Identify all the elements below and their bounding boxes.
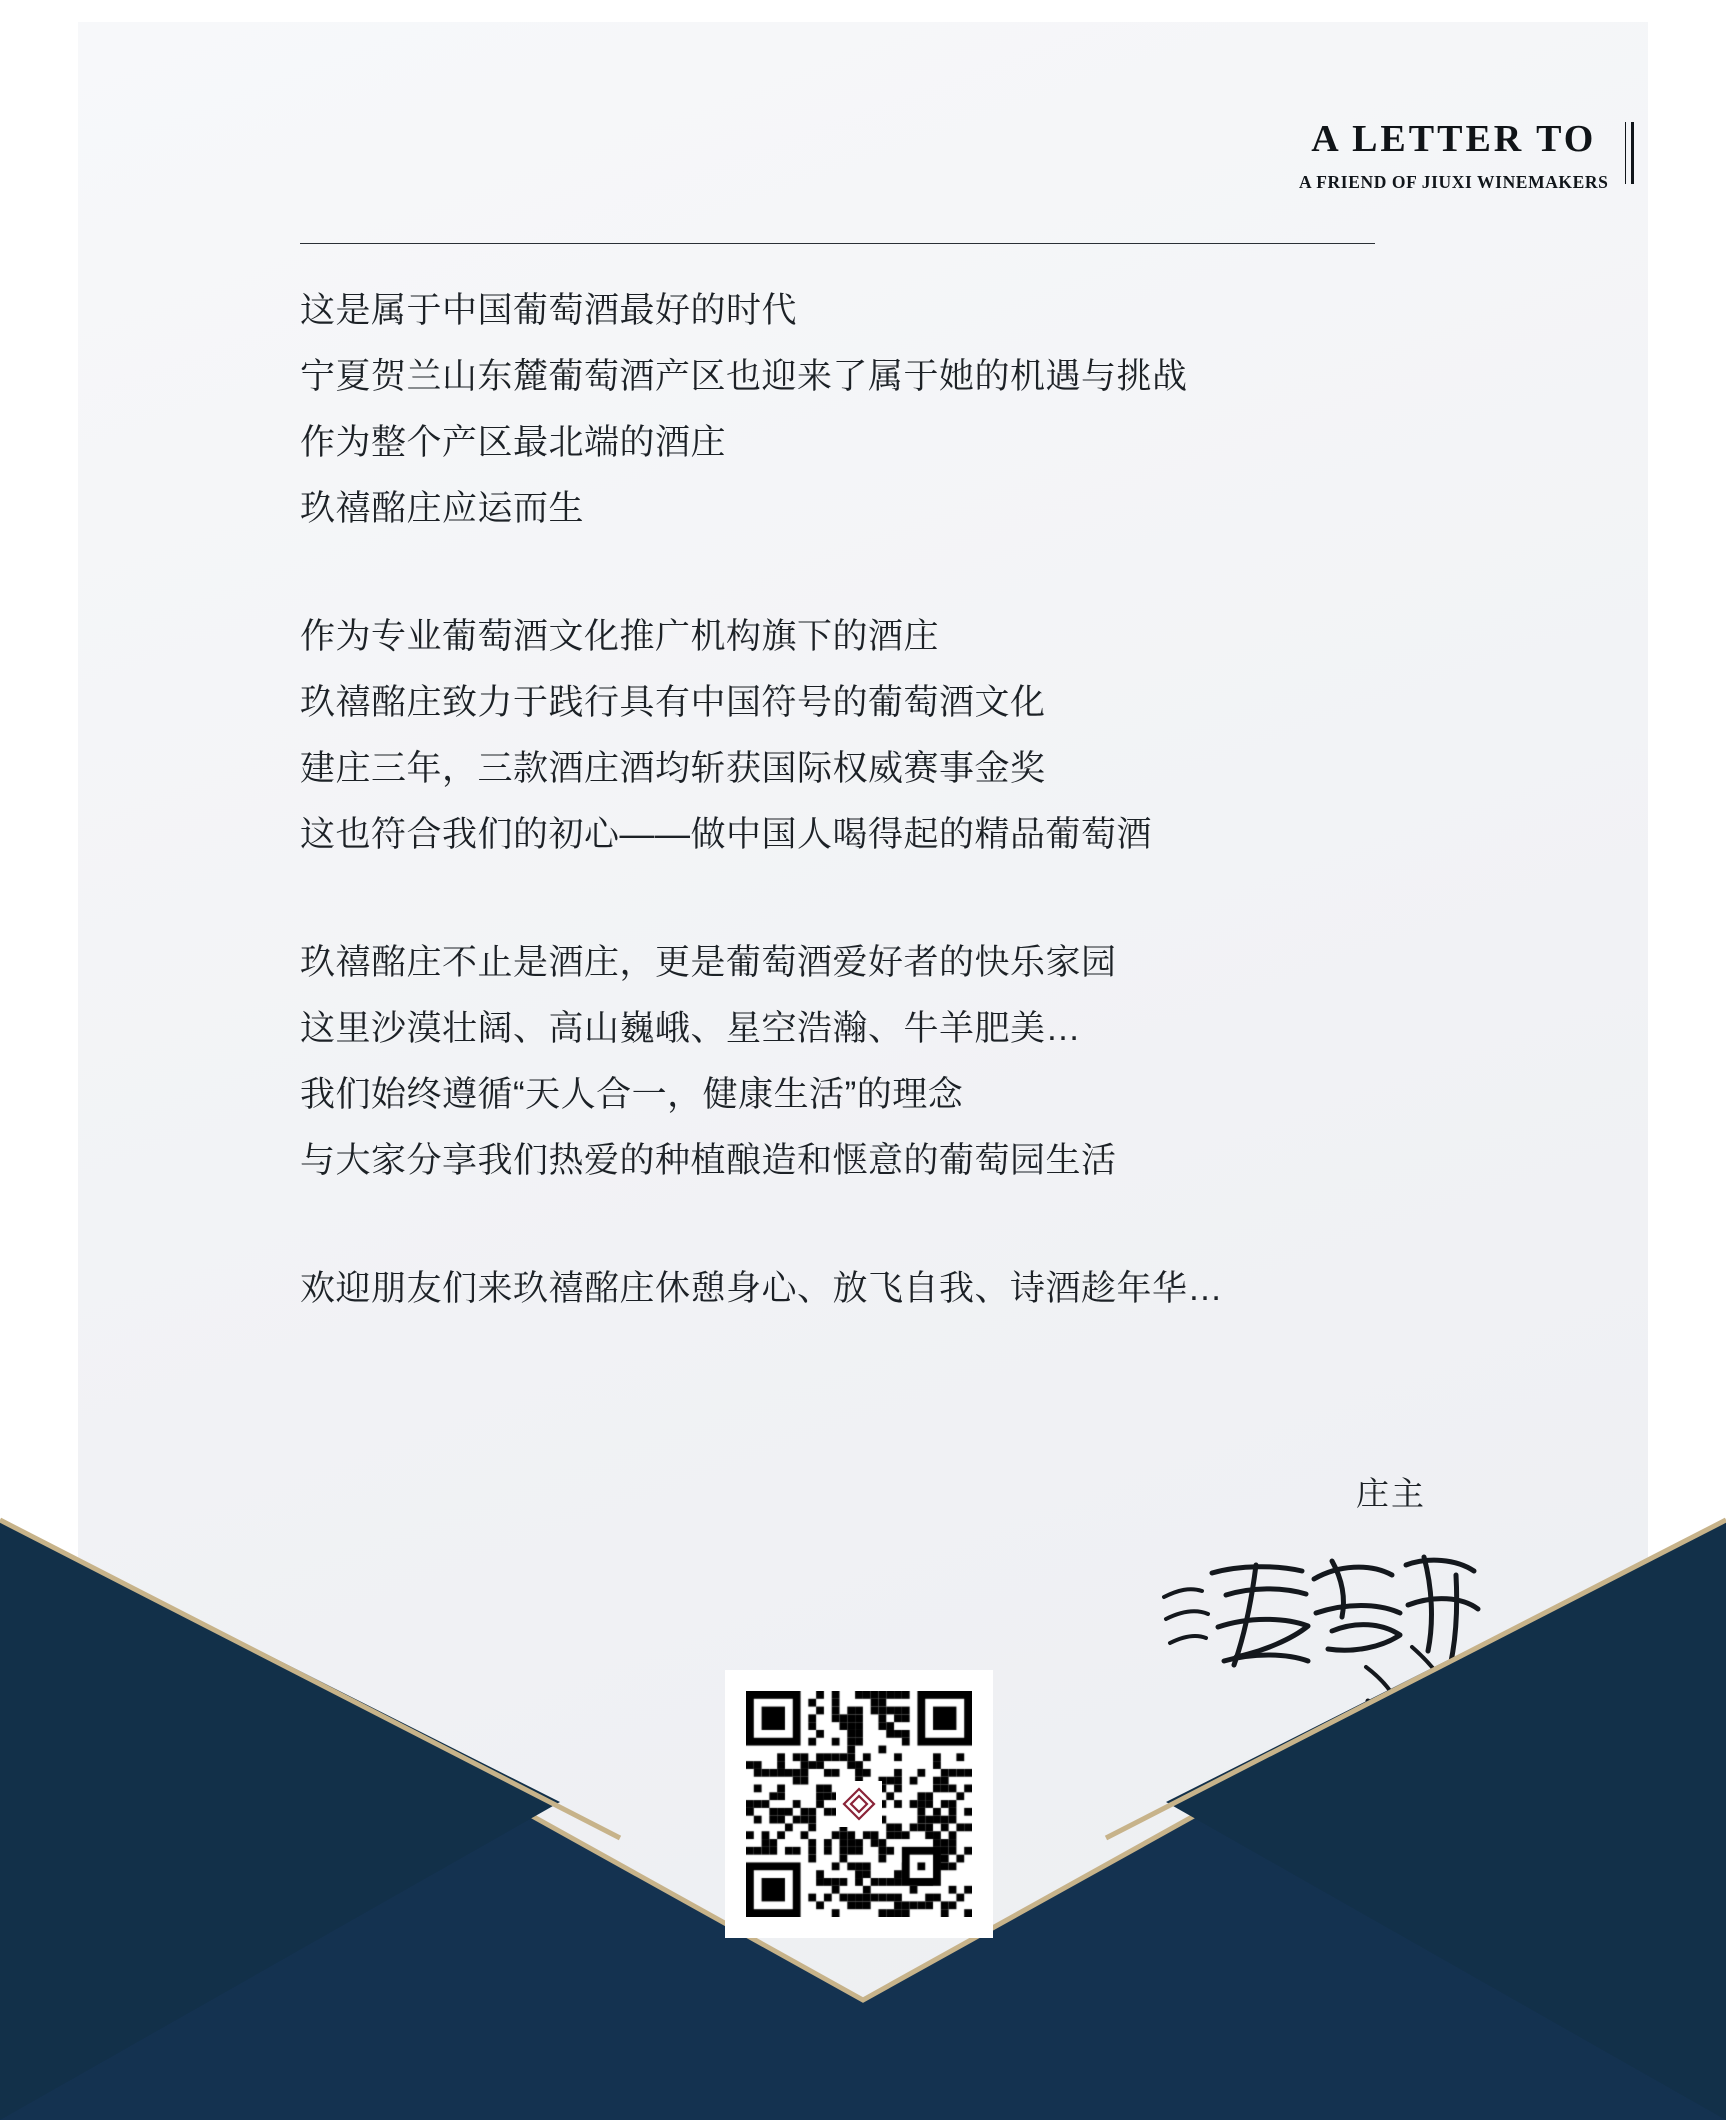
double-bar-icon xyxy=(1625,118,1635,193)
letter-line: 这里沙漠壮阔、高山巍峨、星空浩瀚、牛羊肥美… xyxy=(300,1009,1082,1048)
letter-line: 玖禧酩庄不止是酒庄，更是葡萄酒爱好者的快乐家园 xyxy=(300,943,1117,982)
letter-line: 与大家分享我们热爱的种植酿造和惬意的葡萄园生活 xyxy=(300,1141,1117,1180)
paragraph xyxy=(300,604,1420,868)
letter-line: 宁夏贺兰山东麓葡萄酒产区也迎来了属于她的机遇与挑战 xyxy=(300,357,1188,396)
letter-line: 我们始终遵循“天人合一，健康生活”的理念 xyxy=(300,1075,964,1114)
page-subtitle: A FRIEND OF JIUXI WINEMAKERS xyxy=(1299,171,1609,192)
letter-line: 玖禧酩庄应运而生 xyxy=(300,489,585,528)
page-title: A LETTER TO xyxy=(1311,118,1597,160)
letter-line: 建庄三年，三款酒庄酒均斩获国际权威赛事金奖 xyxy=(300,749,1046,788)
signature-label: 庄主 xyxy=(1356,1475,1426,1512)
letter-line: 作为整个产区最北端的酒庄 xyxy=(300,423,727,462)
diamond-logo-icon xyxy=(836,1781,882,1827)
paragraph xyxy=(300,278,1420,542)
qr-code[interactable] xyxy=(725,1670,993,1938)
letter-body xyxy=(300,278,1420,1322)
header-divider xyxy=(300,243,1375,244)
letter-line: 玖禧酩庄致力于践行具有中国符号的葡萄酒文化 xyxy=(300,683,1046,722)
letter-line: 作为专业葡萄酒文化推广机构旗下的酒庄 xyxy=(300,617,940,656)
paragraph xyxy=(300,1256,1420,1322)
letter-line: 这也符合我们的初心——做中国人喝得起的精品葡萄酒 xyxy=(300,815,1153,854)
scalloped-top-edge xyxy=(78,0,1648,34)
letter-line: 欢迎朋友们来玖禧酩庄休憩身心、放飞自我、诗酒趁年华… xyxy=(300,1269,1224,1308)
letter-line: 这是属于中国葡萄酒最好的时代 xyxy=(300,291,798,330)
paragraph xyxy=(300,930,1420,1194)
letter-header xyxy=(994,118,1634,193)
handwritten-signature xyxy=(1156,1535,1486,1725)
